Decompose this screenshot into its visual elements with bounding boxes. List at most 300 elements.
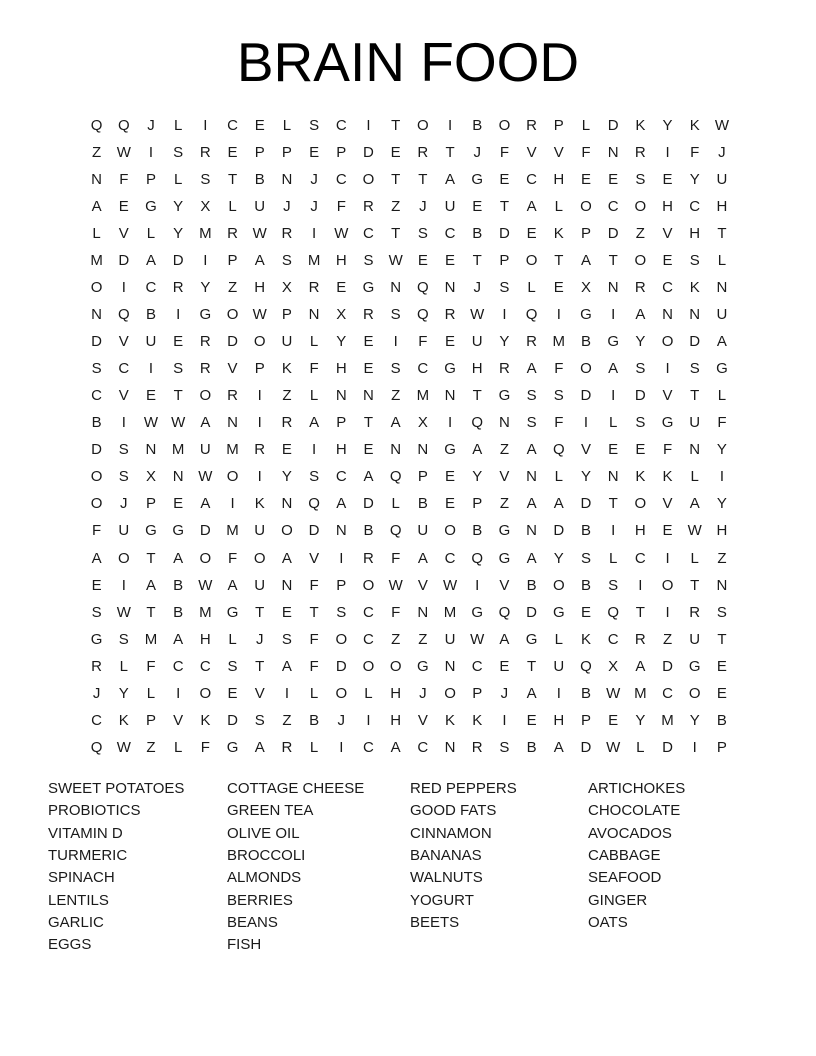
grid-letter: O bbox=[199, 549, 212, 567]
grid-letter: E bbox=[608, 441, 619, 459]
grid-letter: O bbox=[362, 171, 375, 189]
grid-letter: N bbox=[444, 279, 456, 297]
word-list-item: EGGS bbox=[48, 936, 92, 954]
grid-letter: F bbox=[554, 360, 564, 378]
grid-letter: A bbox=[281, 549, 292, 567]
grid-letter: M bbox=[226, 522, 239, 540]
grid-letter: Z bbox=[635, 225, 645, 243]
grid-letter: T bbox=[635, 603, 645, 621]
grid-letter: H bbox=[471, 360, 483, 378]
grid-letter: O bbox=[90, 279, 103, 297]
grid-letter: Y bbox=[716, 495, 727, 513]
grid-letter: B bbox=[173, 576, 184, 594]
grid-letter: C bbox=[417, 738, 429, 756]
grid-letter: V bbox=[580, 441, 591, 459]
grid-letter: L bbox=[690, 549, 699, 567]
grid-letter: N bbox=[607, 279, 619, 297]
grid-letter: L bbox=[690, 468, 699, 486]
grid-letter: F bbox=[391, 603, 401, 621]
grid-letter: I bbox=[203, 117, 208, 135]
grid-letter: H bbox=[553, 711, 565, 729]
grid-letter: T bbox=[255, 657, 265, 675]
grid-letter: I bbox=[312, 441, 317, 459]
grid-letter: L bbox=[364, 684, 373, 702]
grid-letter: D bbox=[227, 711, 238, 729]
grid-letter: T bbox=[146, 603, 156, 621]
grid-letter: Y bbox=[689, 171, 700, 189]
grid-letter: L bbox=[608, 549, 618, 567]
grid-letter: W bbox=[388, 252, 403, 270]
grid-letter: Z bbox=[499, 441, 509, 459]
grid-letter: T bbox=[391, 171, 401, 189]
grid-letter: N bbox=[390, 441, 402, 459]
grid-letter: Q bbox=[580, 657, 592, 675]
word-list-item: COTTAGE CHEESE bbox=[227, 780, 365, 797]
grid-letter: S bbox=[281, 630, 292, 648]
grid-letter: K bbox=[689, 117, 700, 135]
grid-letter: F bbox=[690, 144, 700, 162]
grid-letter: C bbox=[607, 198, 619, 216]
word-list-column bbox=[410, 778, 517, 934]
grid-letter: T bbox=[527, 657, 537, 675]
grid-letter: W bbox=[198, 576, 213, 594]
grid-letter: N bbox=[91, 171, 103, 189]
grid-letter: O bbox=[199, 684, 212, 702]
grid-letter: V bbox=[118, 225, 129, 243]
grid-letter: A bbox=[254, 738, 265, 756]
grid-letter: W bbox=[171, 414, 186, 432]
grid-letter: Q bbox=[471, 549, 484, 567]
grid-letter: O bbox=[444, 522, 456, 540]
grid-letter: G bbox=[362, 279, 375, 297]
grid-letter: D bbox=[498, 225, 510, 243]
grid-letter: J bbox=[92, 684, 101, 702]
word-list-item: SEAFOOD bbox=[588, 869, 662, 887]
grid-letter: J bbox=[419, 198, 427, 216]
grid-letter: S bbox=[390, 360, 401, 378]
grid-letter: B bbox=[91, 414, 102, 432]
grid-letter: P bbox=[336, 144, 347, 162]
grid-letter: S bbox=[173, 360, 184, 378]
grid-letter: I bbox=[502, 711, 507, 729]
grid-letter: Y bbox=[635, 711, 646, 729]
grid-letter: V bbox=[553, 144, 564, 162]
grid-letter: Y bbox=[635, 333, 646, 351]
grid-letter: S bbox=[689, 252, 700, 270]
grid-letter: R bbox=[634, 630, 646, 648]
grid-letter: V bbox=[173, 711, 184, 729]
grid-letter: S bbox=[580, 549, 591, 567]
grid-letter: O bbox=[634, 252, 647, 270]
grid-letter: M bbox=[171, 441, 185, 459]
grid-letter: P bbox=[145, 171, 156, 189]
grid-letter: H bbox=[553, 171, 565, 189]
grid-letter: W bbox=[198, 468, 213, 486]
grid-letter: E bbox=[553, 279, 564, 297]
grid-letter: S bbox=[336, 603, 347, 621]
grid-letter: T bbox=[391, 117, 401, 135]
grid-letter: J bbox=[718, 144, 726, 162]
grid-letter: B bbox=[716, 711, 727, 729]
word-list-item: ARTICHOKES bbox=[588, 780, 686, 797]
grid-letter: M bbox=[416, 387, 430, 405]
grid-letter: E bbox=[118, 198, 129, 216]
grid-letter: L bbox=[581, 117, 591, 135]
grid-letter: J bbox=[337, 711, 346, 729]
grid-letter: G bbox=[607, 333, 619, 351]
grid-letter: B bbox=[417, 495, 428, 513]
grid-letter: F bbox=[391, 549, 401, 567]
grid-letter: O bbox=[634, 495, 647, 513]
grid-letter: L bbox=[173, 738, 183, 756]
grid-letter: O bbox=[661, 333, 674, 351]
grid-letter: A bbox=[635, 657, 646, 675]
grid-letter: O bbox=[335, 630, 348, 648]
grid-letter: U bbox=[553, 657, 565, 675]
grid-letter: G bbox=[145, 522, 157, 540]
grid-letter: H bbox=[254, 279, 266, 297]
word-list-item: YOGURT bbox=[410, 891, 474, 909]
grid-letter: S bbox=[689, 360, 700, 378]
grid-letter: P bbox=[580, 225, 591, 243]
grid-letter: W bbox=[388, 576, 403, 594]
grid-letter: S bbox=[635, 171, 646, 189]
grid-letter: D bbox=[363, 144, 374, 162]
grid-letter: B bbox=[173, 603, 184, 621]
grid-letter: J bbox=[473, 279, 481, 297]
grid-letter: E bbox=[445, 468, 456, 486]
grid-letter: H bbox=[662, 198, 673, 216]
word-list-item: PROBIOTICS bbox=[48, 802, 141, 820]
grid-letter: J bbox=[310, 198, 318, 216]
grid-letter: O bbox=[90, 468, 103, 486]
grid-letter: W bbox=[116, 738, 131, 756]
grid-letter: H bbox=[199, 630, 211, 648]
grid-letter: A bbox=[145, 252, 156, 270]
grid-letter: L bbox=[717, 387, 727, 405]
grid-letter: L bbox=[146, 225, 156, 243]
grid-letter: K bbox=[200, 711, 211, 729]
grid-letter: R bbox=[281, 414, 293, 432]
grid-letter: I bbox=[148, 144, 154, 162]
grid-letter: J bbox=[419, 684, 427, 702]
grid-letter: A bbox=[635, 306, 646, 324]
grid-letter: E bbox=[363, 333, 374, 351]
grid-letter: G bbox=[145, 198, 157, 216]
grid-letter: Y bbox=[200, 279, 211, 297]
grid-letter: L bbox=[309, 333, 319, 351]
grid-letter: S bbox=[553, 387, 564, 405]
grid-letter: W bbox=[116, 603, 131, 621]
grid-letter: S bbox=[309, 117, 320, 135]
grid-letter: L bbox=[527, 279, 536, 297]
grid-letter: A bbox=[417, 549, 428, 567]
grid-letter: N bbox=[281, 495, 293, 513]
grid-letter: W bbox=[470, 630, 485, 648]
grid-letter: F bbox=[200, 738, 210, 756]
grid-letter: I bbox=[121, 279, 126, 297]
grid-letter: Z bbox=[227, 279, 238, 297]
word-list-item: CABBAGE bbox=[588, 847, 661, 865]
grid-letter: G bbox=[716, 360, 728, 378]
grid-letter: N bbox=[227, 414, 238, 432]
grid-letter: I bbox=[611, 306, 616, 324]
word-list-item: GINGER bbox=[588, 891, 648, 909]
grid-letter: V bbox=[499, 576, 510, 594]
grid-letter: O bbox=[281, 522, 293, 540]
grid-letter: U bbox=[254, 522, 266, 540]
grid-letter: T bbox=[472, 252, 482, 270]
grid-letter: L bbox=[173, 117, 183, 135]
grid-letter: G bbox=[471, 171, 484, 189]
grid-letter: F bbox=[309, 576, 319, 594]
grid-letter: N bbox=[607, 468, 619, 486]
grid-letter: H bbox=[716, 198, 728, 216]
grid-letter: F bbox=[146, 657, 156, 675]
grid-letter: E bbox=[145, 387, 156, 405]
grid-letter: S bbox=[254, 711, 265, 729]
grid-letter: I bbox=[583, 414, 589, 432]
grid-letter: K bbox=[472, 711, 483, 729]
grid-letter: Q bbox=[90, 738, 103, 756]
word-list-item: GREEN TEA bbox=[227, 802, 314, 820]
grid-letter: K bbox=[553, 225, 564, 243]
grid-letter: J bbox=[283, 198, 291, 216]
grid-letter: Z bbox=[391, 387, 401, 405]
grid-letter: D bbox=[526, 603, 538, 621]
grid-letter: Z bbox=[92, 144, 102, 162]
grid-letter: I bbox=[692, 738, 697, 756]
grid-letter: R bbox=[91, 657, 103, 675]
grid-letter: R bbox=[363, 549, 374, 567]
grid-letter: B bbox=[145, 306, 156, 324]
grid-letter: N bbox=[607, 144, 619, 162]
grid-letter: C bbox=[145, 279, 157, 297]
grid-letter: T bbox=[499, 198, 509, 216]
grid-letter: T bbox=[418, 171, 428, 189]
grid-letter: O bbox=[498, 117, 511, 135]
grid-letter: W bbox=[116, 144, 131, 162]
grid-letter: T bbox=[608, 495, 618, 513]
grid-letter: F bbox=[309, 630, 319, 648]
grid-letter: O bbox=[362, 576, 375, 594]
grid-letter: A bbox=[309, 414, 320, 432]
grid-letter: R bbox=[363, 306, 374, 324]
grid-letter: R bbox=[634, 279, 646, 297]
grid-letter: G bbox=[444, 360, 456, 378]
grid-letter: T bbox=[146, 549, 156, 567]
grid-letter: A bbox=[173, 630, 184, 648]
grid-letter: T bbox=[309, 603, 319, 621]
grid-letter: Q bbox=[607, 603, 619, 621]
grid-letter: C bbox=[662, 279, 673, 297]
grid-letter: Q bbox=[308, 495, 320, 513]
grid-letter: A bbox=[689, 495, 700, 513]
grid-letter: U bbox=[417, 522, 429, 540]
grid-letter: K bbox=[254, 495, 265, 513]
grid-letter: O bbox=[253, 549, 266, 567]
grid-letter: R bbox=[526, 117, 538, 135]
grid-letter: M bbox=[661, 711, 674, 729]
grid-letter: E bbox=[716, 657, 727, 675]
word-list-item: RED PEPPERS bbox=[410, 780, 517, 797]
word-list-item: SWEET POTATOES bbox=[48, 780, 185, 797]
grid-letter: M bbox=[552, 333, 566, 351]
grid-letter: P bbox=[336, 576, 347, 594]
grid-letter: I bbox=[665, 549, 670, 567]
grid-letter: P bbox=[145, 495, 156, 513]
grid-letter: K bbox=[281, 360, 292, 378]
grid-letter: O bbox=[226, 468, 239, 486]
grid-letter: S bbox=[91, 360, 102, 378]
grid-letter: M bbox=[199, 603, 212, 621]
grid-letter: W bbox=[606, 684, 621, 702]
grid-letter: F bbox=[717, 414, 727, 432]
grid-letter: V bbox=[526, 144, 537, 162]
grid-letter: E bbox=[608, 711, 619, 729]
grid-letter: Y bbox=[499, 333, 510, 351]
grid-letter: Z bbox=[662, 630, 673, 648]
grid-letter: M bbox=[144, 630, 158, 648]
grid-letter: J bbox=[120, 495, 128, 513]
grid-letter: E bbox=[635, 441, 646, 459]
grid-letter: O bbox=[688, 684, 701, 702]
word-list-item: ALMONDS bbox=[227, 869, 302, 887]
grid-letter: Y bbox=[336, 333, 347, 351]
word-list-item: LENTILS bbox=[48, 891, 109, 909]
grid-letter: Q bbox=[90, 117, 103, 135]
grid-letter: D bbox=[91, 441, 103, 459]
grid-letter: C bbox=[335, 171, 347, 189]
grid-letter: E bbox=[173, 495, 184, 513]
grid-letter: O bbox=[90, 495, 103, 513]
grid-letter: O bbox=[580, 198, 592, 216]
grid-letter: N bbox=[716, 279, 728, 297]
grid-letter: D bbox=[689, 333, 701, 351]
grid-letter: C bbox=[335, 117, 347, 135]
grid-letter: C bbox=[227, 117, 238, 135]
grid-letter: C bbox=[199, 657, 211, 675]
grid-letter: Z bbox=[418, 630, 428, 648]
grid-letter: I bbox=[148, 360, 154, 378]
grid-letter: R bbox=[363, 198, 374, 216]
grid-letter: P bbox=[472, 684, 483, 702]
grid-letter: I bbox=[121, 576, 126, 594]
grid-letter: S bbox=[281, 252, 292, 270]
grid-letter: F bbox=[418, 333, 428, 351]
grid-letter: I bbox=[121, 414, 126, 432]
grid-letter: H bbox=[390, 711, 402, 729]
grid-letter: W bbox=[252, 306, 267, 324]
grid-letter: S bbox=[417, 225, 428, 243]
grid-letter: I bbox=[339, 549, 344, 567]
grid-letter: A bbox=[336, 495, 347, 513]
grid-letter: C bbox=[363, 225, 374, 243]
grid-letter: Q bbox=[498, 603, 511, 621]
grid-letter: C bbox=[444, 225, 456, 243]
grid-letter: M bbox=[226, 441, 239, 459]
grid-letter: G bbox=[552, 603, 565, 621]
grid-letter: S bbox=[118, 441, 129, 459]
grid-letter: L bbox=[309, 738, 319, 756]
grid-letter: C bbox=[444, 549, 456, 567]
word-list-item: BANANAS bbox=[410, 847, 482, 865]
word-list-item: GARLIC bbox=[48, 914, 104, 932]
grid-letter: H bbox=[634, 522, 646, 540]
grid-letter: S bbox=[635, 360, 646, 378]
grid-letter: J bbox=[500, 684, 509, 702]
grid-letter: C bbox=[662, 684, 673, 702]
grid-letter: X bbox=[200, 198, 211, 216]
grid-letter: D bbox=[199, 522, 211, 540]
grid-letter: E bbox=[662, 171, 673, 189]
grid-letter: H bbox=[716, 522, 728, 540]
grid-letter: K bbox=[445, 711, 456, 729]
grid-letter: Z bbox=[717, 549, 727, 567]
grid-letter: X bbox=[281, 279, 292, 297]
grid-letter: C bbox=[526, 171, 538, 189]
grid-letter: N bbox=[308, 306, 320, 324]
grid-letter: A bbox=[526, 360, 537, 378]
grid-letter: S bbox=[91, 603, 102, 621]
grid-letter: P bbox=[254, 360, 265, 378]
grid-letter: W bbox=[442, 576, 458, 594]
grid-letter: Q bbox=[117, 117, 130, 135]
grid-letter: W bbox=[252, 225, 267, 243]
grid-letter: Z bbox=[391, 630, 401, 648]
grid-letter: S bbox=[635, 414, 646, 432]
word-list-item: BEETS bbox=[410, 914, 460, 932]
grid-letter: N bbox=[417, 603, 429, 621]
grid-letter: L bbox=[391, 495, 400, 513]
grid-letter: Z bbox=[146, 738, 156, 756]
grid-letter: F bbox=[309, 360, 319, 378]
grid-letter: A bbox=[390, 414, 401, 432]
grid-letter: I bbox=[257, 468, 262, 486]
grid-letter: N bbox=[363, 387, 374, 405]
grid-letter: R bbox=[227, 387, 238, 405]
grid-letter: E bbox=[227, 684, 238, 702]
grid-letter: K bbox=[580, 630, 591, 648]
grid-letter: G bbox=[498, 549, 511, 567]
word-list-item: BEANS bbox=[227, 914, 278, 932]
grid-letter: N bbox=[172, 468, 184, 486]
grid-letter: A bbox=[91, 549, 102, 567]
grid-letter: I bbox=[502, 306, 507, 324]
grid-letter: E bbox=[662, 252, 673, 270]
grid-letter: I bbox=[339, 738, 344, 756]
grid-letter: A bbox=[716, 333, 727, 351]
grid-letter: U bbox=[145, 333, 157, 351]
grid-letter: C bbox=[471, 657, 483, 675]
grid-letter: D bbox=[662, 657, 673, 675]
grid-letter: N bbox=[526, 522, 538, 540]
grid-letter: J bbox=[147, 117, 155, 135]
grid-letter: R bbox=[634, 144, 646, 162]
grid-letter: I bbox=[475, 576, 480, 594]
grid-letter: O bbox=[117, 549, 130, 567]
grid-letter: C bbox=[91, 387, 103, 405]
grid-letter: B bbox=[580, 684, 591, 702]
grid-letter: Q bbox=[389, 522, 402, 540]
grid-letter: R bbox=[172, 279, 184, 297]
grid-letter: M bbox=[443, 603, 457, 621]
grid-letter: B bbox=[526, 738, 537, 756]
word-list-item: OATS bbox=[588, 914, 628, 932]
grid-letter: U bbox=[716, 171, 728, 189]
grid-letter: C bbox=[634, 549, 646, 567]
word-list-item: CHOCOLATE bbox=[588, 802, 681, 820]
